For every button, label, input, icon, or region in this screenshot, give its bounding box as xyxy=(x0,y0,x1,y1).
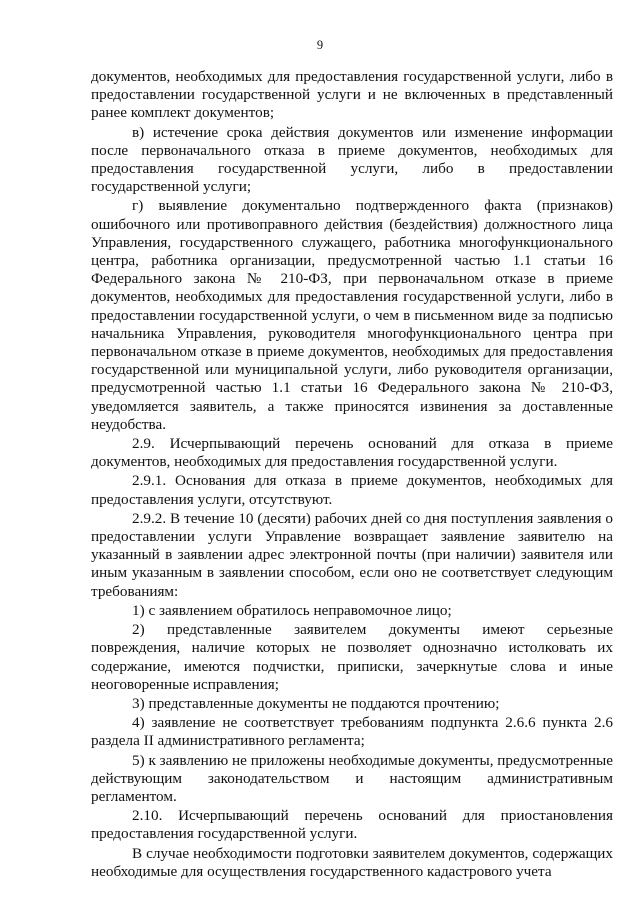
paragraph: 2.9.1. Основания для отказа в приеме документов, необходимых для предоставления услуги, отсутствуют. xyxy=(91,472,613,508)
list-item: 2) представленные заявителем документы имеют серьезные повреждения, наличие которых не позволяет однозначно истолковать их содержание, имеются подчистки, приписки, зачеркнутые слова и иные неоговоренные исправления; xyxy=(91,621,613,693)
list-item: 1) с заявлением обратилось неправомочное лицо; xyxy=(132,601,452,619)
paragraph: 2.9.2. В течение 10 (десяти) рабочих дней со дня поступления заявления о предоставлении услуги Управление возвращает заявление заявителю на указанный в заявлении адрес электронной почты (при наличии) заявителя или иным указанным в заявлении способом, если оно не соответствует следующим требованиям: xyxy=(91,509,613,600)
paragraph: г) выявление документально подтвержденного факта (признаков) ошибочного или противоправного действия (бездействия) должностного лица Управления, государственного служащего, работника многофункционального центра, работника организации, предусмотренной частью 1.1 статьи 16 Федерального закона № 210-ФЗ, при первоначальном отказе в приеме документов, необходимых для предоставления государственной услуги, либо в предоставлении государственной услуги, о чем в письменном виде за подписью начальника Управления, руководителя многофункционального центра при первоначальном отказе в приеме документов, необходимых для предоставления государственной или муниципальной услуги, либо руководителя организации, предусмотренной частью 1.1 статьи 16 Федерального закона № 210-ФЗ, уведомляется заявитель, а также приносятся извинения за доставленные неудобства. xyxy=(91,197,613,433)
list-item: 5) к заявлению не приложены необходимые документы, предусмотренные действующим законодательством и настоящим административным регламентом. xyxy=(91,751,613,805)
paragraph: документов, необходимых для предоставления государственной услуги, либо в предоставлении государственной услуги и не включенных в представленный ранее комплект документов; xyxy=(91,68,613,122)
page-number: 9 xyxy=(316,38,324,52)
document-body xyxy=(91,68,613,881)
paragraph: в) истечение срока действия документов или изменение информации после первоначального отказа в приеме документов, необходимых для предоставления государственной услуги, либо в предоставлении государственной услуги; xyxy=(91,123,613,196)
paragraph: 2.9. Исчерпывающий перечень оснований для отказа в приеме документов, необходимых для предоставления государственной услуги. xyxy=(91,435,613,471)
list-item: 4) заявление не соответствует требованиям подпункта 2.6.6 пункта 2.6 раздела II административного регламента; xyxy=(91,714,613,750)
paragraph: 2.10. Исчерпывающий перечень оснований для приостановления предоставления государственной услуги. xyxy=(91,807,613,843)
list-item: 3) представленные документы не поддаются прочтению; xyxy=(132,694,500,712)
paragraph: В случае необходимости подготовки заявителем документов, содержащих необходимые для осуществления государственного кадастрового учета xyxy=(91,844,613,880)
